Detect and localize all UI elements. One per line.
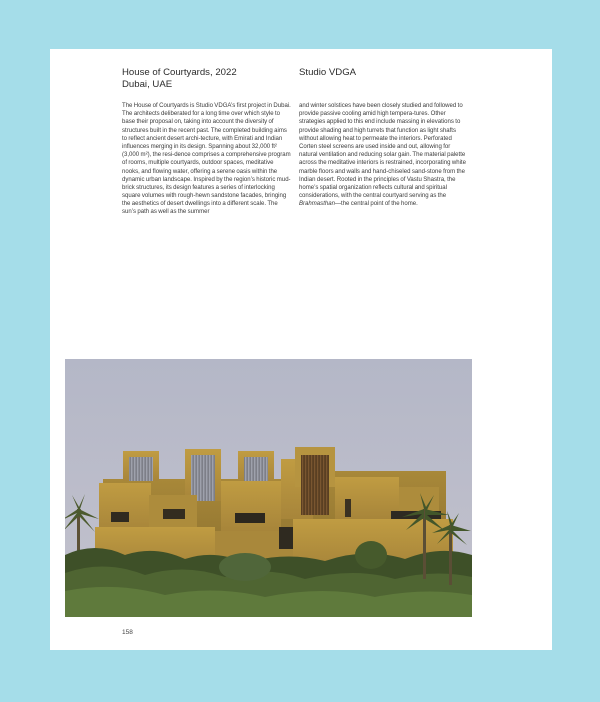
body-text-right-part1: and winter solstices have been closely studied and followed to provide passive cooling amid high tempera-tures. Other strategies applied to this end include massing in elevations to provide shading and high turrets that function as light shafts without allowing heat to permeate the interiors. Perforated Corten steel screens are used inside and out, allowing for natural ventilation and reducing solar gain. The material palette across the meditative interiors is restrained, incorporating white marble floors and walls and hand-chiseled sand-stone from the Indian desert. Rooted in the principles of Vastu Shastra, the home’s spatial organization reflects cultural and spiritual considerations, with the central courtyard serving as the bbox=[299, 103, 466, 200]
project-heading bbox=[122, 67, 292, 90]
body-text-right-part2: —the central point of the home. bbox=[334, 201, 418, 208]
body-text-left: The House of Courtyards is Studio VDGA’s first project in Dubai. The architects deliberated for a long time over which style to base their proposal on, taking into account the diversity of structures built in the recent past. The completed building aims to reflect ancient desert archi-tecture, with Emirati and Indian influences merging in its design. Spanning about 32,000 ft² (3,000 m²), the resi-dence comprises a comprehensive program of rooms, multiple courtyards, outdoor spaces, meditative nooks, and flowing water, offering a serene oasis within the dynamic urban landscape. Inspired by the region’s historic mud-brick structures, its design features a series of interlocking square volumes with rough-hewn sandstone facades, bringing the aesthetics of desert dwellings into a different scale. The sun’s path as well as the summer bbox=[122, 103, 291, 216]
studio-heading bbox=[299, 67, 469, 79]
brahmasthan-term: Brahmasthan bbox=[299, 201, 335, 208]
body-text-right bbox=[299, 102, 469, 208]
page-number: 158 bbox=[122, 629, 133, 636]
project-title: House of Courtyards, 2022 bbox=[122, 67, 237, 78]
house-of-courtyards-image bbox=[65, 359, 472, 617]
project-location: Dubai, UAE bbox=[122, 78, 173, 90]
book-page bbox=[50, 49, 552, 650]
studio-name: Studio VDGA bbox=[299, 67, 357, 78]
building-photo bbox=[65, 359, 472, 617]
